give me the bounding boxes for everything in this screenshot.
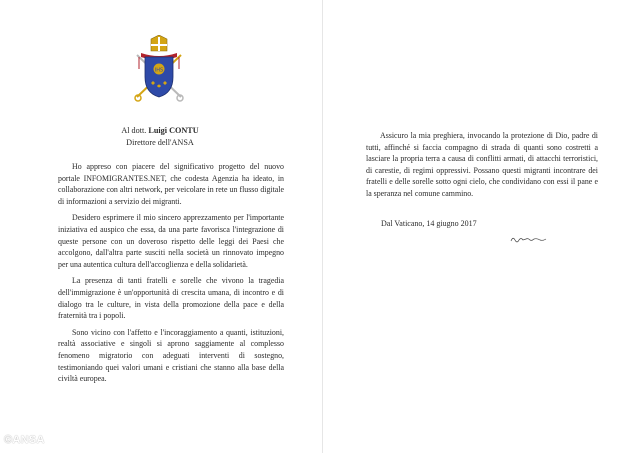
salutation-prefix: Al dott. [121, 126, 147, 135]
date-line: Dal Vaticano, 14 giugno 2017 [381, 219, 477, 228]
signature-icon [509, 234, 549, 244]
letter-paragraph: Sono vicino con l'affetto e l'incoraggiamento a quanti, istituzioni, realtà associative e singoli si aprono saggiamente al complesso fenomeno migratorio con adeguati interventi di sostegno, testimoniando quei valori umani e cristiani che stanno alla base della civiltà europea. [58, 327, 284, 384]
recipient-line [100, 125, 220, 137]
ansa-watermark: ©ANSA [4, 434, 45, 446]
letter-paragraph: La presenza di tanti fratelli e sorelle che vivono la tragedia dell'immigrazione è un'opportunità di crescita umana, di incontro e di dialogo tra le culture, in vista della promozione della pace e della fraternità tra i popoli. [58, 276, 284, 321]
letter-right-column [366, 130, 598, 205]
page-fold [322, 0, 323, 453]
letter-paragraph: Ho appreso con piacere del significativo progetto del nuovo portale INFOMIGRANTES.NET, che codesta Agenzia ha ideato, in collaborazione con altri network, per veicolare in rete un flusso digitale di informazioni a servizio dei migranti. [58, 162, 284, 206]
papal-coat-of-arms-icon [133, 35, 185, 105]
letter-paragraph: Assicuro la mia preghiera, invocando la protezione di Dio, padre di tutti, affinché si faccia compagno di strada di quanti sono costretti a lasciare la propria terra a causa di conflitti armati, di attacchi terroristici, di carestie, di regimi oppressivi. Possano questi migranti incontrare dei fratelli e delle sorelle sotto ogni cielo, che condividano con essi il pane e la speranza nel comune cammino. [366, 131, 598, 198]
recipient-role: Direttore dell'ANSA [126, 138, 194, 147]
letter-left-column [58, 161, 284, 390]
letter-paragraph: Desidero esprimere il mio sincero apprezzamento per l'importante iniziativa ed auspico che essa, da una parte favorisca l'integrazione di queste persone con un doveroso rispetto delle leggi dei Paesi che accolgono, dall'altra parte susciti nella società un rinnovato impegno per una autentica cultura dell'accoglienza e della solidarietà. [58, 213, 284, 269]
recipient-name: Luigi CONTU [148, 126, 199, 135]
svg-text:IHS: IHS [154, 67, 164, 74]
